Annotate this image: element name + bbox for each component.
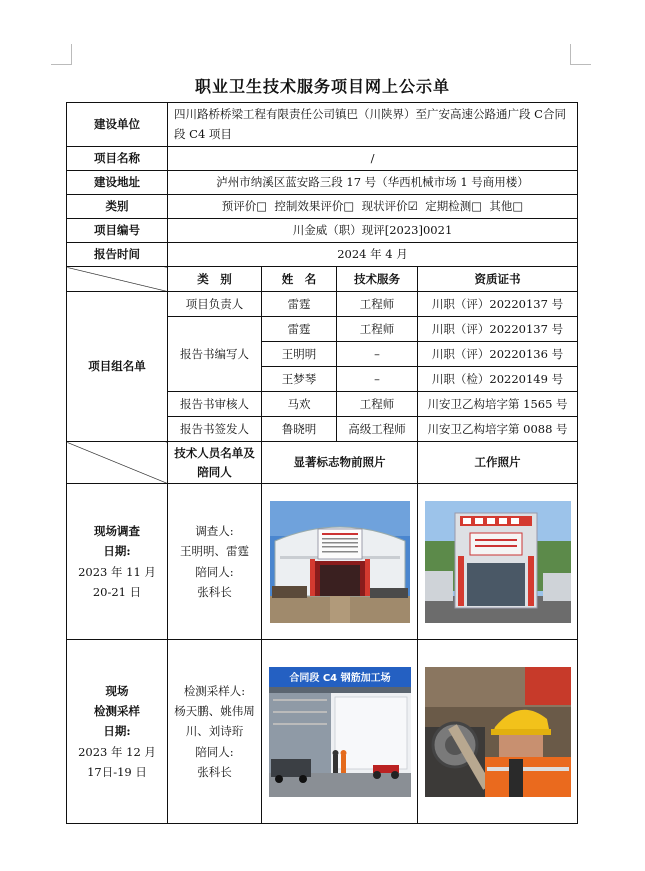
team-member-service: – (337, 367, 418, 392)
team-header-row (67, 267, 578, 292)
team-member-cert: 川职（评）20220137 号 (418, 292, 578, 317)
banner-text: 合同段 C4 钢筋加工场 (288, 672, 391, 684)
team-role: 报告书签发人 (168, 417, 262, 442)
team-member-name: 鲁晓明 (262, 417, 337, 442)
rebar-plant-landmark-photo (269, 667, 411, 797)
team-member-cert: 川安卫乙构培字第 0088 号 (418, 417, 578, 442)
team-member-service: 高级工程师 (337, 417, 418, 442)
team-member-cert: 川职（检）20220149 号 (418, 367, 578, 392)
team-role: 报告书编写人 (168, 317, 262, 392)
survey-row (67, 484, 578, 640)
row-report-time (67, 243, 578, 267)
address-label: 建设地址 (67, 171, 168, 195)
photo-header-row (67, 442, 578, 484)
category-options (168, 195, 578, 219)
project-name-label: 项目名称 (67, 147, 168, 171)
sampling-row (67, 640, 578, 824)
survey-staff: 王明明、雷霆 (180, 544, 249, 559)
row-project-number (67, 219, 578, 243)
team-member-name: 雷霆 (262, 292, 337, 317)
photo-header-staff: 技术人员名单及陪同人 (168, 442, 262, 484)
survey-staff-cell (168, 484, 262, 640)
row-address (67, 171, 578, 195)
diagonal-cell (67, 442, 168, 484)
page-corner-mark (51, 44, 72, 65)
survey-landmark-photo-cell (262, 484, 418, 640)
sampling-landmark-photo-cell (262, 640, 418, 824)
team-member-service: 工程师 (337, 292, 418, 317)
row-category (67, 195, 578, 219)
report-time-label: 报告时间 (67, 243, 168, 267)
sampling-companion-label: 陪同人: (195, 744, 234, 759)
team-member-name: 王明明 (262, 342, 337, 367)
notice-table (66, 102, 578, 824)
team-member-cert: 川安卫乙构培字第 1565 号 (418, 392, 578, 417)
sampling-title-1: 现场 (105, 684, 129, 699)
sampling-title-2: 检测采样 (94, 704, 140, 719)
survey-companion: 张科长 (197, 584, 232, 599)
page-title: 职业卫生技术服务项目网上公示单 (194, 77, 450, 96)
category-option-pre-evaluation: 预评价□ (221, 199, 268, 214)
team-role: 报告书审核人 (168, 392, 262, 417)
sampling-label-cell (67, 640, 168, 824)
category-option-control-effect: 控制效果评价□ (274, 199, 355, 214)
unit-label: 建设单位 (67, 103, 168, 147)
survey-companion-label: 陪同人: (195, 564, 234, 579)
team-role: 项目负责人 (168, 292, 262, 317)
sampling-companion: 张科长 (197, 764, 232, 779)
category-option-periodic-testing: 定期检测□ (425, 199, 483, 214)
category-label: 类别 (67, 195, 168, 219)
gate-work-photo (425, 501, 571, 623)
diagonal-cell (67, 267, 168, 292)
team-member-service: 工程师 (337, 317, 418, 342)
project-number-value: 川金威（职）现评[2023]0021 (168, 219, 578, 243)
team-member-cert: 川职（评）20220137 号 (418, 317, 578, 342)
row-project-name (67, 147, 578, 171)
survey-work-photo-cell (418, 484, 578, 640)
team-member-cert: 川职（评）20220136 号 (418, 342, 578, 367)
category-option-other: 其他□ (489, 199, 524, 214)
team-member-name: 王梦琴 (262, 367, 337, 392)
warehouse-landmark-photo (270, 501, 410, 623)
team-member-service: – (337, 342, 418, 367)
survey-date-label: 日期: (103, 544, 131, 559)
team-header-service: 技术服务 (337, 267, 418, 292)
survey-staff-label: 调查人: (195, 524, 234, 539)
sampling-work-photo-cell (418, 640, 578, 824)
project-number-label: 项目编号 (67, 219, 168, 243)
sampling-date-label: 日期: (103, 724, 131, 739)
team-header-cert: 资质证书 (418, 267, 578, 292)
team-header-name: 姓 名 (262, 267, 337, 292)
sampling-date: 2023 年 12 月 17日-19 日 (78, 744, 156, 779)
photo-header-work: 工作照片 (418, 442, 578, 484)
sampling-work-photo (425, 667, 571, 797)
survey-label-cell (67, 484, 168, 640)
category-option-status-evaluation: 现状评价☑ (361, 199, 418, 214)
team-member-name: 雷霆 (262, 317, 337, 342)
team-row (67, 292, 578, 317)
page-corner-mark (570, 44, 591, 65)
address-value: 泸州市纳溪区蓝安路三段 17 号（华西机械市场 1 号商用楼） (168, 171, 578, 195)
row-unit (67, 103, 578, 147)
photo-header-landmark: 显著标志物前照片 (262, 442, 418, 484)
survey-title: 现场调查 (94, 524, 140, 539)
sampling-staff-cell (168, 640, 262, 824)
team-member-name: 马欢 (262, 392, 337, 417)
project-name-value: / (168, 147, 578, 171)
report-time-value: 2024 年 4 月 (168, 243, 578, 267)
team-section-label: 项目组名单 (67, 292, 168, 442)
team-member-service: 工程师 (337, 392, 418, 417)
survey-date: 2023 年 11 月20-21 日 (78, 564, 156, 599)
unit-value: 四川路桥桥梁工程有限责任公司镇巴（川陕界）至广安高速公路通广段 C合同段 C4 项目 (168, 103, 578, 147)
sampling-staff-label: 检测采样人: (183, 684, 246, 699)
team-header-type: 类 别 (168, 267, 262, 292)
sampling-staff: 杨天鹏、姚伟周川、刘诗珩 (174, 704, 255, 739)
